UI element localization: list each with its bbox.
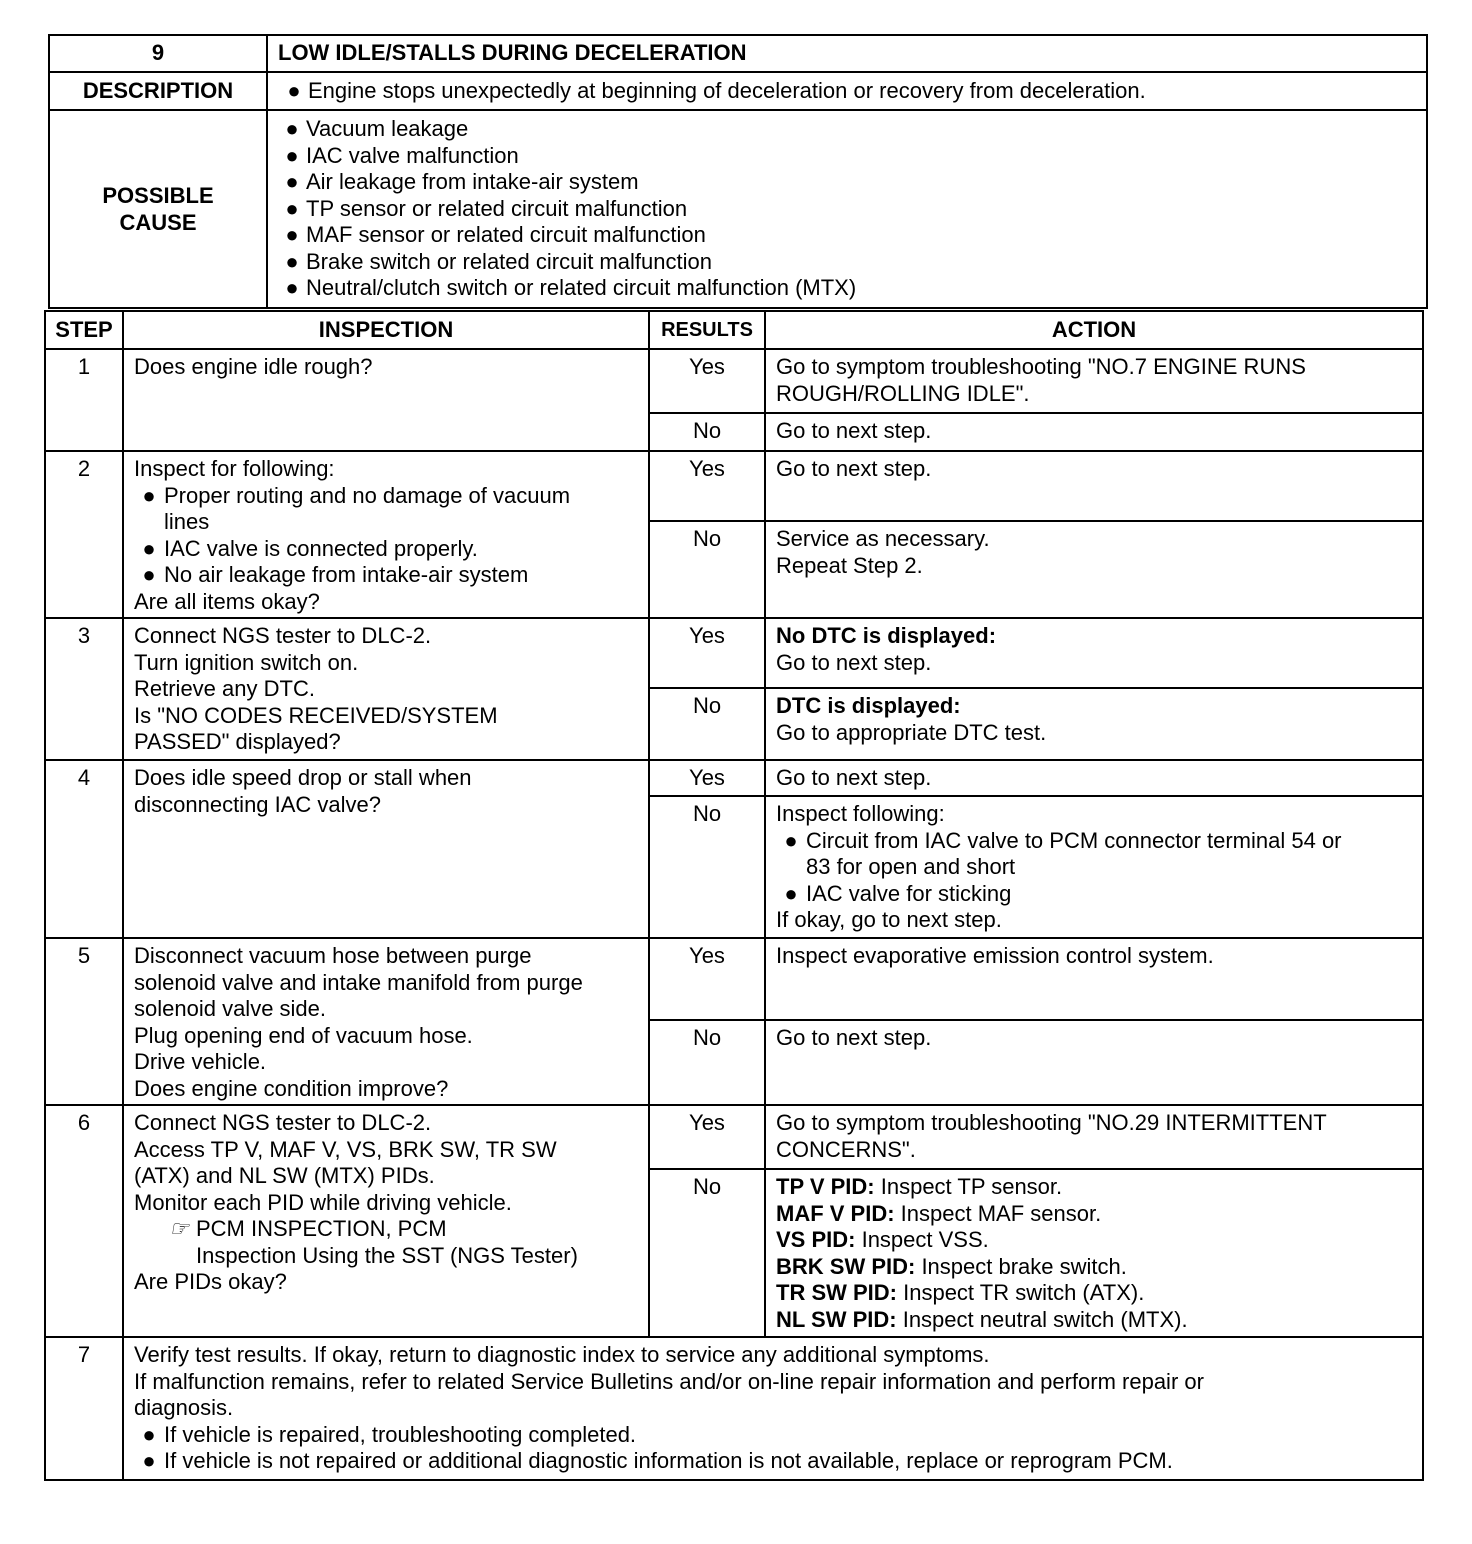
action-cell: No DTC is displayed: Go to next step. xyxy=(765,618,1423,688)
column-header-row xyxy=(45,311,1423,349)
result-no: No xyxy=(649,796,765,938)
cause-item: ● IAC valve malfunction xyxy=(278,143,1426,170)
action-cell: Go to symptom troubleshooting "NO.29 INTERMITTENT CONCERNS". xyxy=(765,1105,1423,1169)
action-cell xyxy=(765,1169,1423,1337)
final-step-text: Verify test results. If okay, return to diagnostic index to service any additional symptoms. If malfunction remains, refer to related Service Bulletins and/or on-line repair information and perform repair or diagnosis. ● If vehicle is repaired, troubleshooting completed. ● If vehicle is not repaired or additional diagnostic information is not available, replace or reprogram PCM. xyxy=(123,1337,1423,1480)
bullet-icon: ● xyxy=(285,116,299,142)
pid-line: MAF V PID: Inspect MAF sensor. xyxy=(776,1200,1102,1226)
bullet-icon: ● xyxy=(285,195,299,221)
result-no: No xyxy=(649,413,765,451)
description-row xyxy=(49,72,1427,110)
step-number: 3 xyxy=(45,618,123,760)
diagnostic-steps-table xyxy=(44,310,1424,1481)
result-yes: Yes xyxy=(649,938,765,1020)
result-no: No xyxy=(649,521,765,618)
result-yes: Yes xyxy=(649,618,765,688)
result-yes: Yes xyxy=(649,451,765,521)
bullet-icon: ● xyxy=(784,827,798,853)
action-cell: Service as necessary. Repeat Step 2. xyxy=(765,521,1423,618)
action-cell: Go to next step. xyxy=(765,413,1423,451)
step-number: 4 xyxy=(45,760,123,938)
step-4-yes-row xyxy=(45,760,1423,796)
step-number: 1 xyxy=(45,349,123,451)
step-5-yes-row xyxy=(45,938,1423,1020)
possible-cause-label-line: POSSIBLE xyxy=(102,183,214,208)
action-cell: Inspect following: ● Circuit from IAC valve to PCM connector terminal 54 or 83 for open and short ● IAC valve for sticking If okay, go to next step. xyxy=(765,796,1423,938)
result-no: No xyxy=(649,688,765,760)
reference-icon: ☞ xyxy=(169,1216,189,1241)
pid-line: TP V PID: Inspect TP sensor. xyxy=(776,1174,1063,1199)
action-cell: Go to next step. xyxy=(765,1020,1423,1105)
description-cell xyxy=(267,72,1427,110)
pid-line: VS PID: Inspect VSS. xyxy=(776,1227,989,1252)
cause-item: ● Neutral/clutch switch or related circuit malfunction (MTX) xyxy=(278,275,1426,302)
bullet-icon: ● xyxy=(142,535,156,561)
pid-line: BRK SW PID: Inspect brake switch. xyxy=(776,1253,1127,1279)
result-no: No xyxy=(649,1169,765,1337)
bullet-icon: ● xyxy=(142,562,156,587)
result-yes: Yes xyxy=(649,760,765,796)
step-inspection: Does engine idle rough? xyxy=(123,349,649,451)
bullet-icon: ● xyxy=(285,248,299,274)
action-cell: Go to symptom troubleshooting "NO.7 ENGINE RUNS ROUGH/ROLLING IDLE". xyxy=(765,349,1423,413)
cause-item: ● MAF sensor or related circuit malfunction xyxy=(278,222,1426,249)
pid-line: TR SW PID: Inspect TR switch (ATX). xyxy=(776,1280,1145,1305)
step-inspection: Disconnect vacuum hose between purge solenoid valve and intake manifold from purge solenoid valve side. Plug opening end of vacuum hose. Drive vehicle. Does engine condition improve? xyxy=(123,938,649,1105)
result-yes: Yes xyxy=(649,1105,765,1169)
bullet-icon: ● xyxy=(142,1448,156,1473)
step-7-row xyxy=(45,1337,1423,1480)
step-inspection: Connect NGS tester to DLC-2. Turn ignition switch on. Retrieve any DTC. Is "NO CODES RECEIVED/SYSTEM PASSED" displayed? xyxy=(123,618,649,760)
results-column-header: RESULTS xyxy=(649,311,765,349)
step-number: 7 xyxy=(45,1337,123,1480)
bullet-icon: ● xyxy=(287,77,301,103)
result-no: No xyxy=(649,1020,765,1105)
step-number: 5 xyxy=(45,938,123,1105)
step-inspection: Connect NGS tester to DLC-2. Access TP V, MAF V, VS, BRK SW, TR SW (ATX) and NL SW (MTX) PIDs. Monitor each PID while driving vehicle. ☞ PCM INSPECTION, PCM Inspection Using the SST (NGS Tester) Are PIDs okay? xyxy=(123,1105,649,1337)
step-number: 2 xyxy=(45,451,123,618)
step-6-yes-row xyxy=(45,1105,1423,1169)
description-text: Engine stops unexpectedly at beginning of deceleration or recovery from deceleration. xyxy=(308,77,1146,103)
possible-cause-label xyxy=(49,110,267,308)
step-number: 6 xyxy=(45,1105,123,1337)
step-1-yes-row xyxy=(45,349,1423,413)
step-column-header: STEP xyxy=(45,311,123,349)
action-cell: Inspect evaporative emission control system. xyxy=(765,938,1423,1020)
step-2-yes-row xyxy=(45,451,1423,521)
step-3-yes-row xyxy=(45,618,1423,688)
bullet-icon: ● xyxy=(285,142,299,168)
bullet-icon: ● xyxy=(285,275,299,301)
bullet-icon: ● xyxy=(142,1421,156,1447)
pid-line: NL SW PID: Inspect neutral switch (MTX). xyxy=(776,1306,1188,1332)
action-column-header: ACTION xyxy=(765,311,1423,349)
bullet-icon: ● xyxy=(285,169,299,195)
title-row xyxy=(49,35,1427,72)
action-cell: Go to next step. xyxy=(765,760,1423,796)
symptom-number: 9 xyxy=(49,35,267,72)
symptom-title: LOW IDLE/STALLS DURING DECELERATION xyxy=(267,35,1427,72)
bullet-icon: ● xyxy=(285,222,299,248)
cause-item: ● Vacuum leakage xyxy=(278,116,1426,143)
action-cell: DTC is displayed: Go to appropriate DTC test. xyxy=(765,688,1423,760)
symptom-header-table xyxy=(48,34,1428,309)
inspection-column-header: INSPECTION xyxy=(123,311,649,349)
description-label: DESCRIPTION xyxy=(49,72,267,110)
possible-cause-row xyxy=(49,110,1427,308)
bullet-icon: ● xyxy=(784,880,798,906)
action-cell: Go to next step. xyxy=(765,451,1423,521)
result-yes: Yes xyxy=(649,349,765,413)
cause-item: ● Brake switch or related circuit malfunction xyxy=(278,249,1426,276)
step-inspection: Does idle speed drop or stall when disconnecting IAC valve? xyxy=(123,760,649,938)
possible-cause-list xyxy=(267,110,1427,308)
bullet-icon: ● xyxy=(142,482,156,508)
possible-cause-label-line: CAUSE xyxy=(119,210,197,235)
cause-item: ● Air leakage from intake-air system xyxy=(278,169,1426,196)
step-inspection: Inspect for following: ● Proper routing and no damage of vacuum lines ● IAC valve is connected properly. ● No air leakage from intake-air system Are all items okay? xyxy=(123,451,649,618)
cause-item: ● TP sensor or related circuit malfunction xyxy=(278,196,1426,223)
